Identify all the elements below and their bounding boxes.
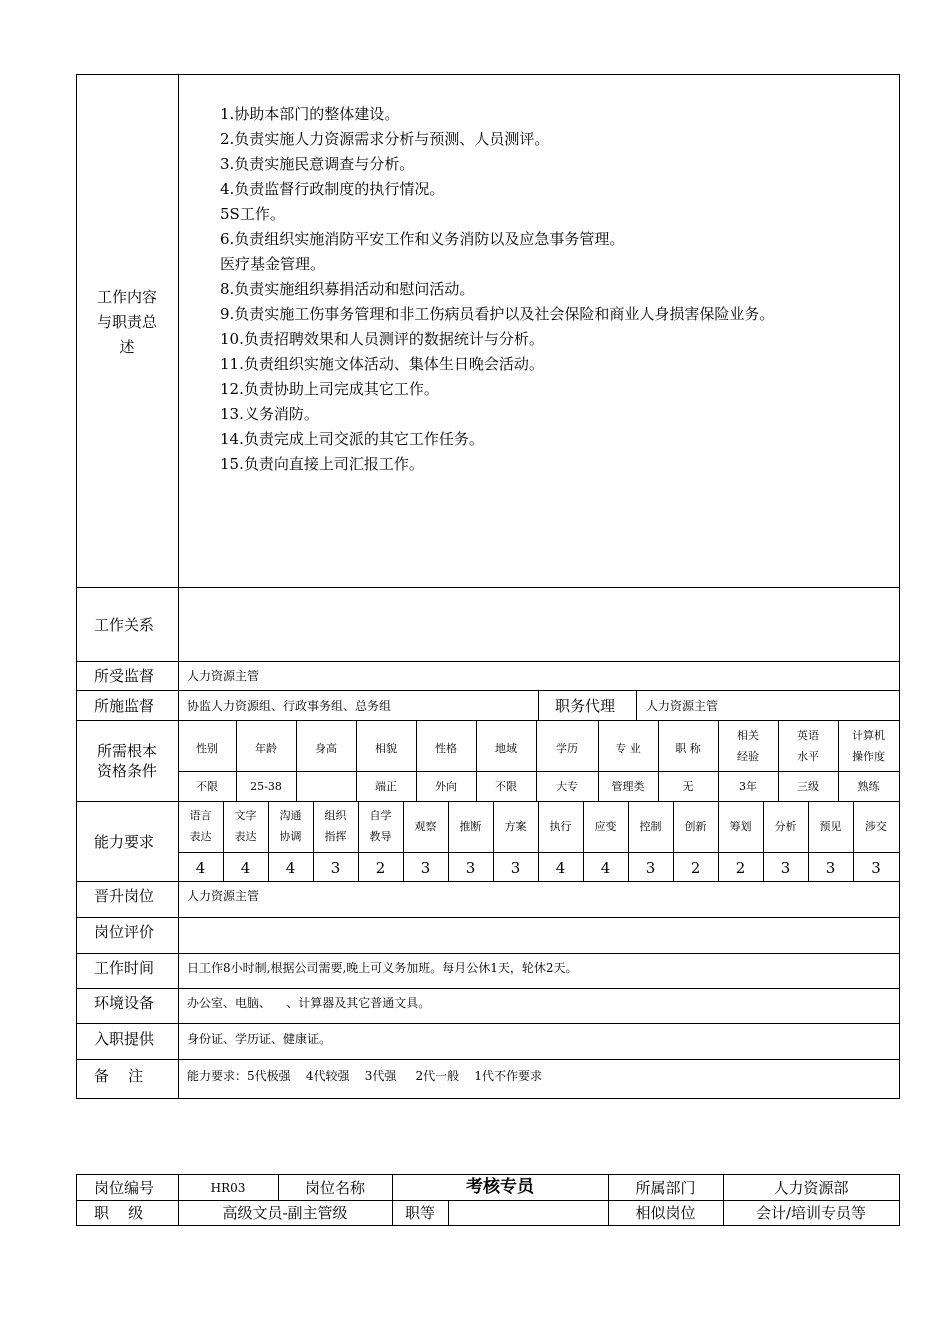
duty-item: 8.负责实施组织募捐活动和慰问活动。: [220, 280, 475, 298]
duty-item: 14.负责完成上司交派的其它工作任务。: [220, 430, 484, 448]
duty-item: 2.负责实施人力资源需求分析与预测、人员测评。: [220, 130, 550, 148]
job-level-label: 职 级: [94, 1204, 144, 1222]
department-label: 所属部门: [635, 1179, 696, 1197]
similar-position-value: 会计/培训专员等: [755, 1204, 867, 1222]
ability-score: 3: [420, 859, 431, 877]
qual-header: 专 业: [615, 742, 641, 755]
duty-item: 15.负责向直接上司汇报工作。: [220, 455, 424, 473]
ability-header: 分析: [774, 820, 797, 833]
position-code-value: HR03: [210, 1181, 246, 1195]
qual-value: 管理类: [611, 780, 645, 793]
supervises-value: 协监人力资源组、行政事务组、总务组: [187, 699, 392, 713]
work-time-value: 日工作8小时制,根据公司需要,晚上可义务加班。每月公休1天，轮休2天。: [187, 961, 578, 975]
ability-header: 执行: [549, 820, 572, 833]
duty-item: 9.负责实施工伤事务管理和非工伤病员看护以及社会保险和商业人身损害保险业务。: [220, 305, 775, 323]
duty-item: 1.协助本部门的整体建设。: [220, 105, 400, 123]
ability-score: 3: [330, 859, 341, 877]
promotion-value: 人力资源主管: [187, 889, 260, 903]
qual-header: 年龄: [255, 742, 277, 755]
qual-header: 性别: [196, 742, 218, 755]
qual-value: 外向: [435, 780, 457, 793]
ability-score: 3: [510, 859, 521, 877]
duty-item: 12.负责协助上司完成其它工作。: [220, 380, 439, 398]
ability-score: 3: [465, 859, 476, 877]
qual-header: 计算机 操作度: [852, 729, 885, 763]
ability-header: 观察: [414, 820, 437, 833]
ability-score: 3: [780, 859, 791, 877]
qual-header: 英语 水平: [797, 729, 819, 763]
qual-header: 相貌: [375, 742, 397, 755]
qual-header: 性格: [435, 742, 457, 755]
ability-header: 文字 表达: [234, 809, 257, 843]
job-level-value: 高级文员-副主管级: [222, 1204, 348, 1222]
ability-score: 2: [690, 859, 701, 877]
remarks-value: 能力要求：5代极强 4代较强 3代强 2代一般 1代不作要求: [187, 1069, 543, 1083]
ability-header: 语言 表达: [189, 809, 212, 843]
duty-item: 10.负责招聘效果和人员测评的数据统计与分析。: [220, 330, 544, 348]
qual-value: 不限: [495, 780, 517, 793]
ability-header: 筹划: [729, 820, 752, 833]
qual-value: 无: [682, 780, 694, 793]
duty-item: 4.负责监督行政制度的执行情况。: [220, 180, 445, 198]
qual-value: 熟练: [857, 780, 880, 793]
ability-score: 3: [871, 859, 881, 877]
duties-label: 工作内容 与职责总 述: [96, 288, 157, 356]
qual-value: 25-38: [250, 780, 282, 793]
ability-score: 2: [375, 859, 386, 877]
duty-item: 13.义务消防。: [220, 405, 319, 423]
ability-score: 3: [825, 859, 836, 877]
grade-label: 职等: [404, 1204, 435, 1222]
onboarding-value: 身份证、学历证、健康证。: [187, 1032, 332, 1046]
qual-value: 大专: [556, 780, 578, 793]
supervises-label: 所施监督: [94, 697, 155, 715]
ability-score: 4: [285, 859, 296, 877]
supervised-by-value: 人力资源主管: [187, 669, 260, 683]
duty-item: 医疗基金管理。: [220, 255, 326, 273]
ability-header: 涉交: [865, 820, 887, 833]
position-name-value: 考核专员: [466, 1177, 534, 1197]
duty-item: 6.负责组织实施消防平安工作和义务消防以及应急事务管理。: [220, 230, 625, 248]
duty-item: 3.负责实施民意调查与分析。: [220, 155, 415, 173]
qual-value: 端正: [375, 780, 397, 793]
abilities-label: 能力要求: [94, 833, 155, 851]
qual-value: 三级: [797, 780, 819, 793]
ability-header: 沟通 协调: [279, 809, 302, 843]
evaluation-label: 岗位评价: [94, 923, 155, 941]
ability-header: 应变: [594, 820, 617, 833]
qual-header: 地域: [495, 742, 517, 755]
onboarding-label: 入职提供: [94, 1030, 155, 1048]
qual-header: 身高: [315, 742, 337, 755]
relations-label: 工作关系: [94, 616, 155, 634]
ability-header: 创新: [684, 820, 707, 833]
position-name-label: 岗位名称: [304, 1179, 365, 1197]
duty-item: 11.负责组织实施文体活动、集体生日晚会活动。: [220, 355, 544, 373]
ability-header: 方案: [504, 820, 527, 833]
remarks-label: 备 注: [94, 1067, 144, 1085]
supervised-by-label: 所受监督: [94, 667, 155, 685]
ability-score: 4: [600, 859, 611, 877]
qualifications-label: 所需根本 资格条件: [96, 742, 157, 780]
environment-label: 环境设备: [94, 994, 155, 1012]
position-code-label: 岗位编号: [94, 1179, 155, 1197]
qual-header: 职 称: [675, 742, 701, 755]
qual-header: 学历: [556, 742, 578, 755]
ability-header: 组织 指挥: [324, 809, 347, 843]
work-time-label: 工作时间: [94, 959, 155, 977]
qual-header: 相关 经验: [737, 729, 759, 763]
ability-score: 2: [735, 859, 746, 877]
environment-value: 办公室、电脑、 、计算器及其它普通文具。: [187, 996, 431, 1010]
ability-header: 自学 教导: [369, 809, 392, 843]
qual-value: 不限: [196, 780, 218, 793]
ability-score: 4: [240, 859, 251, 877]
duty-item: 5S工作。: [220, 205, 285, 223]
similar-position-label: 相似岗位: [635, 1204, 696, 1222]
promotion-label: 晋升岗位: [94, 887, 155, 905]
deputy-value: 人力资源主管: [646, 699, 719, 713]
ability-score: 4: [195, 859, 206, 877]
ability-score: 4: [555, 859, 566, 877]
ability-header: 控制: [639, 820, 662, 833]
department-value: 人力资源部: [773, 1179, 849, 1197]
qual-value: 3年: [739, 780, 757, 793]
ability-header: 推断: [459, 820, 482, 833]
ability-score: 3: [645, 859, 656, 877]
deputy-label: 职务代理: [555, 697, 616, 715]
ability-header: 预见: [819, 820, 842, 833]
